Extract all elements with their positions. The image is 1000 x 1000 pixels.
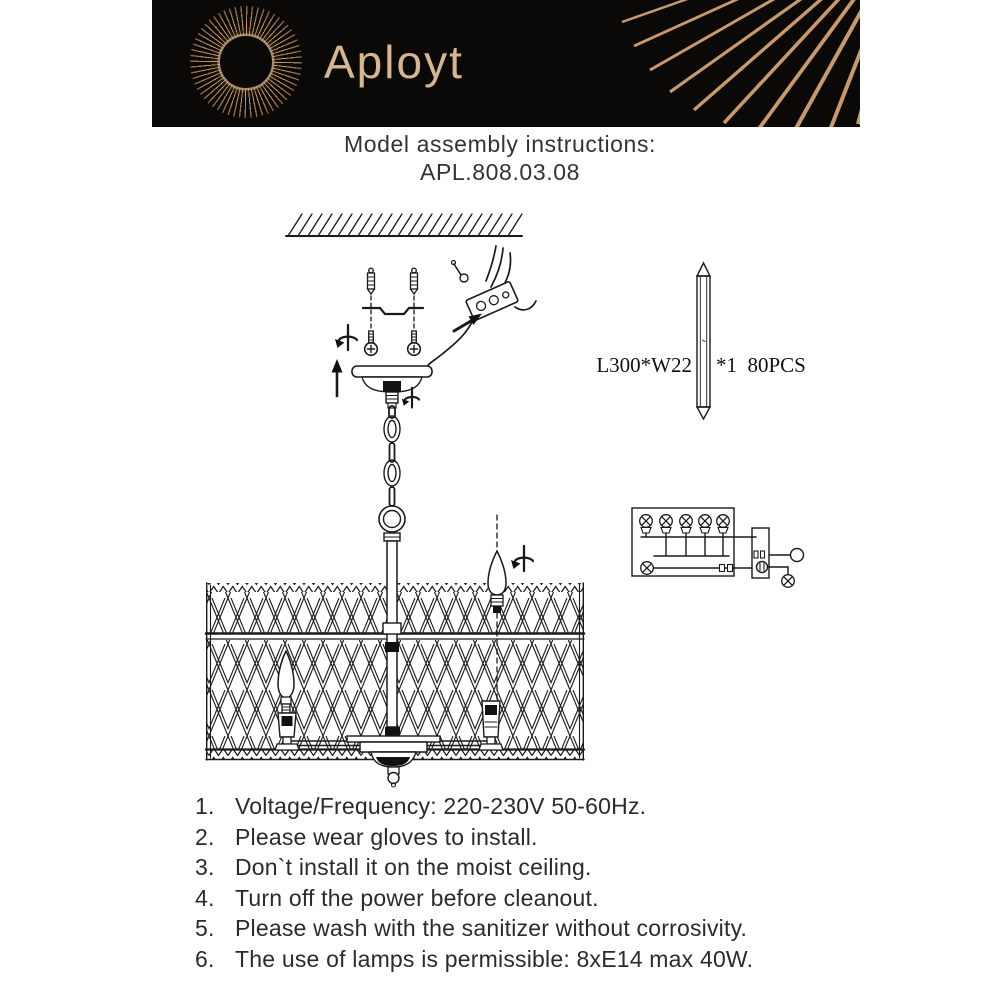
list-item xyxy=(195,822,895,853)
rotation-arrow-icon xyxy=(335,325,357,350)
model-number: APL.808.03.08 xyxy=(420,159,580,185)
instructions-list xyxy=(195,791,895,974)
item-number: 6. xyxy=(195,945,215,972)
item-number: 5. xyxy=(195,915,215,941)
list-item xyxy=(195,944,895,975)
brand-name: Aployt xyxy=(324,35,464,88)
item-text: Please wash with the sanitizer without corrosivity. xyxy=(235,915,748,941)
canopy-icon xyxy=(352,366,432,408)
crystal-size-label: L300*W22 xyxy=(596,353,692,377)
item-text: Don`t install it on the moist ceiling. xyxy=(235,854,592,880)
chain-icon xyxy=(379,406,405,541)
list-item xyxy=(195,913,895,944)
item-text: Please wear gloves to install. xyxy=(235,823,538,850)
list-item xyxy=(195,852,895,883)
item-number: 4. xyxy=(195,884,215,911)
terminal-block-icon xyxy=(452,261,519,332)
crystal-rod-icon xyxy=(697,263,710,419)
item-text: The use of lamps is permissible: 8xE14 max 40W. xyxy=(235,945,754,972)
anchor-icon xyxy=(368,268,418,294)
item-text: Turn off the power before cleanout. xyxy=(235,884,599,911)
item-number: 1. xyxy=(195,793,215,819)
screw-icon xyxy=(365,331,421,355)
list-item xyxy=(195,791,895,822)
wiring-diagram-icon xyxy=(632,508,804,587)
page-title: Model assembly instructions: xyxy=(343,131,657,157)
rotation-arrow-icon xyxy=(511,546,533,571)
ceiling-hatch-icon xyxy=(286,214,522,236)
item-number: 3. xyxy=(195,854,215,880)
crystal-count-label: *1 80PCS xyxy=(716,353,806,377)
mounting-hardware-icon xyxy=(363,268,423,355)
item-number: 2. xyxy=(195,823,215,850)
list-item xyxy=(195,883,895,914)
up-arrow-icon xyxy=(332,359,343,396)
item-text: Voltage/Frequency: 220-230V 50-60Hz. xyxy=(235,793,647,819)
